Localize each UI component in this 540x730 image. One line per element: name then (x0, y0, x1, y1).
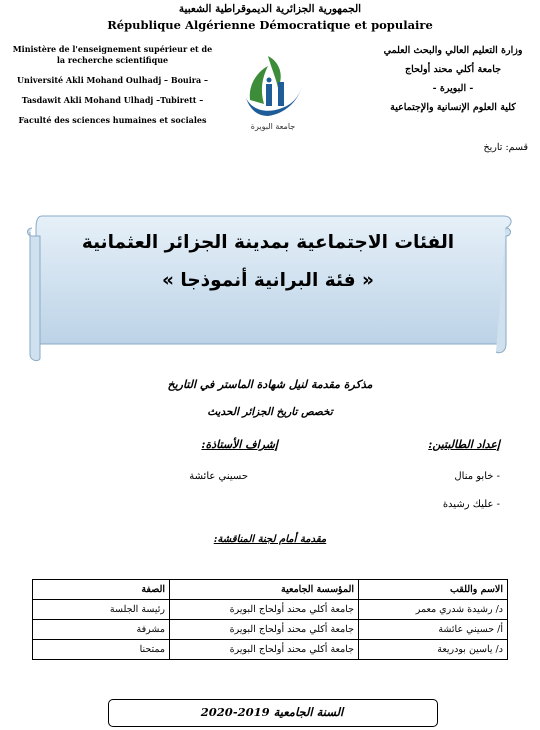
student-name: - خابو منال (454, 471, 500, 482)
ministry-french: Ministère de l'enseignement supérieur et de la recherche scientifique (12, 44, 213, 65)
thesis-title-line1: الفئات الاجتماعية بمدينة الجزائر العثمانية (81, 232, 455, 253)
table-row (33, 620, 508, 640)
prepared-by-label: إعداد الطالبتين: (428, 438, 500, 451)
jury-label: مقدمة أمام لجنة المناقشة: (213, 534, 327, 545)
city-arabic: - البويرة - (432, 83, 474, 94)
ministry-arabic: وزارة التعليم العالي والبحث العلمي (383, 45, 523, 56)
left-institution-block (10, 44, 215, 135)
table-cell: رئيسة الجلسة (33, 600, 170, 620)
table-cell: أ/ حسيني عائشة (359, 620, 508, 640)
academic-year: السنة الجامعية 2019-2020 (200, 705, 344, 719)
table-header: الاسم واللقب (359, 580, 508, 600)
right-institution-block (378, 44, 528, 120)
table-cell: د/ رشيدة شدري معمر (359, 600, 508, 620)
student-name: - عليك رشيدة (442, 499, 500, 510)
supervisor-name: حسيني عائشة (189, 471, 248, 482)
table-header: المؤسسة الجامعية (170, 580, 359, 600)
table-header-row (33, 580, 508, 600)
republic-french: République Algérienne Démocratique et populaire (107, 18, 433, 32)
logo-caption: جامعة البويرة (250, 122, 296, 131)
table-cell: د/ ياسين بودريعة (359, 640, 508, 660)
faculty-french: Faculté des sciences humaines et sociales (18, 115, 207, 125)
table-cell: جامعة أكلي محند أولحاج البويرة (170, 600, 359, 620)
supervision-label: إشراف الأستاذة: (201, 438, 278, 451)
jury-table (32, 579, 508, 660)
faculty-arabic: كلية العلوم الإنسانية والإجتماعية (390, 102, 516, 113)
department-label: قسم: تاريخ (483, 142, 528, 153)
university-arabic: جامعة أكلي محند أولحاج (404, 64, 502, 75)
university-french: Université Akli Mohand Oulhadj – Bouira – (17, 75, 208, 85)
table-row (33, 600, 508, 620)
table-cell: مشرفة (33, 620, 170, 640)
table-cell: جامعة أكلي محند أولحاج البويرة (170, 620, 359, 640)
thesis-title-line2: « فئة البرانية أنموذجا » (161, 270, 375, 291)
memo-purpose: مذكرة مقدمة لنيل شهادة الماستر في التاريخ (167, 378, 373, 391)
table-row (33, 640, 508, 660)
university-alt-french: Tasdawit Akli Mohand Ulhadj –Tubirett – (21, 95, 204, 105)
table-header: الصفة (33, 580, 170, 600)
table-cell: ممتحنا (33, 640, 170, 660)
table-cell: جامعة أكلي محند أولحاج البويرة (170, 640, 359, 660)
republic-arabic: الجمهورية الجزائرية الديموقراطية الشعبية (178, 3, 362, 15)
university-logo (238, 52, 308, 134)
memo-specialty: تخصص تاريخ الجزائر الحديث (207, 406, 333, 418)
